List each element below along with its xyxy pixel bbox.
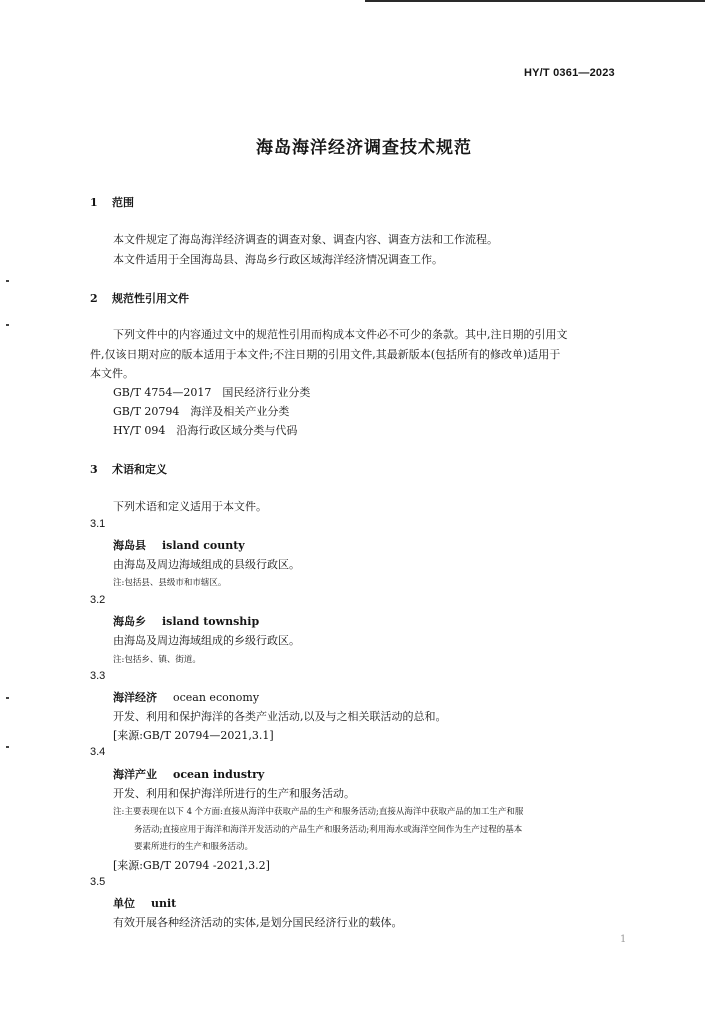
term-en: island county xyxy=(162,539,245,552)
term-en: ocean economy xyxy=(173,691,260,704)
term-number: 3.2 xyxy=(90,594,106,606)
term-en: island township xyxy=(162,615,260,628)
term-zh: 单位 xyxy=(113,897,135,910)
term-en: ocean industry xyxy=(173,768,265,781)
paragraph: 本文件规定了海岛海洋经济调查的调查对象、调查内容、调查方法和工作流程。 xyxy=(113,233,498,246)
term-number: 3.4 xyxy=(90,746,106,758)
term-note-line: 要素所进行的生产和服务活动。 xyxy=(134,842,254,852)
scan-mark xyxy=(6,324,9,326)
term-definition: 由海岛及周边海域组成的乡级行政区。 xyxy=(113,634,300,647)
term-zh: 海洋产业 xyxy=(113,768,157,781)
paragraph: 下列术语和定义适用于本文件。 xyxy=(113,500,267,513)
term-heading xyxy=(113,537,245,553)
reference-item: GB/T 4754—2017 国民经济行业分类 xyxy=(113,386,311,399)
section-heading-2 xyxy=(90,290,189,306)
term-heading xyxy=(113,895,176,911)
top-rule xyxy=(365,0,705,2)
paragraph-line: 下列文件中的内容通过文中的规范性引用而构成本文件必不可少的条款。其中,注日期的引用文 xyxy=(113,328,568,341)
term-zh: 海岛乡 xyxy=(113,615,146,628)
reference-item: GB/T 20794 海洋及相关产业分类 xyxy=(113,405,290,418)
term-definition: 有效开展各种经济活动的实体,是划分国民经济行业的载体。 xyxy=(113,916,403,929)
page-number: 1 xyxy=(620,934,627,945)
scan-mark xyxy=(6,280,9,282)
section-number: 1 xyxy=(90,196,98,209)
term-note-line: 注:主要表现在以下 4 个方面:直接从海洋中获取产品的生产和服务活动;直接从海洋中获取产品的加工生产和服 xyxy=(113,807,524,817)
section-number: 3 xyxy=(90,463,98,476)
paragraph-line: 本文件。 xyxy=(90,367,134,380)
term-definition: 由海岛及周边海域组成的县级行政区。 xyxy=(113,558,300,571)
paragraph: 本文件适用于全国海岛县、海岛乡行政区域海洋经济情况调查工作。 xyxy=(113,253,443,266)
term-source: [来源:GB/T 20794 -2021,3.2] xyxy=(113,859,270,872)
paragraph-line: 件,仅该日期对应的版本适用于本文件;不注日期的引用文件,其最新版本(包括所有的修改单)适用于 xyxy=(90,348,561,361)
scan-mark xyxy=(6,746,9,748)
term-heading xyxy=(113,613,259,629)
term-definition: 开发、利用和保护海洋所进行的生产和服务活动。 xyxy=(113,787,355,800)
term-number: 3.1 xyxy=(90,518,106,530)
term-definition: 开发、利用和保护海洋的各类产业活动,以及与之相关联活动的总和。 xyxy=(113,710,447,723)
term-en: unit xyxy=(151,897,177,910)
term-note: 注:包括乡、镇、街道。 xyxy=(113,655,201,665)
term-source: [来源:GB/T 20794—2021,3.1] xyxy=(113,729,274,742)
standard-code: HY/T 0361—2023 xyxy=(524,67,615,79)
term-number: 3.3 xyxy=(90,670,106,682)
scan-mark xyxy=(6,697,9,699)
document-title: 海岛海洋经济调查技术规范 xyxy=(256,138,472,158)
section-title: 术语和定义 xyxy=(112,463,167,476)
section-title: 范围 xyxy=(112,196,134,209)
term-zh: 海岛县 xyxy=(113,539,146,552)
section-title: 规范性引用文件 xyxy=(112,292,189,305)
term-note-line: 务活动;直接应用于海洋和海洋开发活动的产品生产和服务活动;利用海水或海洋空间作为生产过程的基本 xyxy=(134,825,523,835)
section-number: 2 xyxy=(90,292,98,305)
term-zh: 海洋经济 xyxy=(113,691,157,704)
section-heading-3 xyxy=(90,461,167,477)
term-heading xyxy=(113,766,264,782)
term-number: 3.5 xyxy=(90,876,106,888)
term-heading xyxy=(113,689,259,705)
section-heading-1 xyxy=(90,194,134,210)
reference-item: HY/T 094 沿海行政区域分类与代码 xyxy=(113,424,298,437)
term-note: 注:包括县、县级市和市辖区。 xyxy=(113,578,227,588)
